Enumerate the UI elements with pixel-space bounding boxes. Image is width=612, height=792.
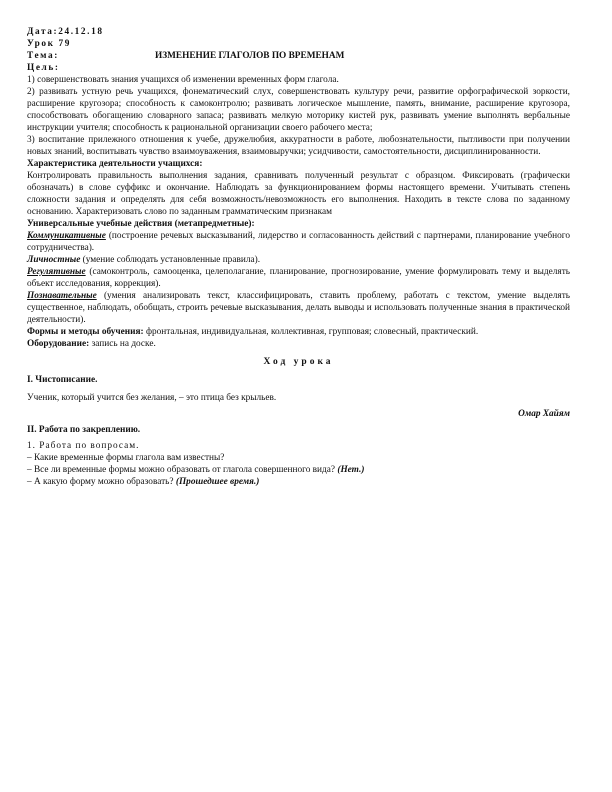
uud-regulative-text: (самоконтроль, самооценка, целеполагание, планирование, прогнозирование, умение формулировать тему и выделять объект исследования, коррекция).	[27, 267, 570, 289]
uud-personal-text: (умение соблюдать установленные правила).	[80, 255, 261, 265]
forms-methods	[27, 326, 570, 338]
lesson-number: Урок 79	[27, 39, 72, 49]
goal-2: 2) развивать устную речь учащихся, фонематический слух, совершенствовать культуру речи, развитие орфографической зоркости, расширение кругозора; способность к самоконтролю; развивать логическое мышление, память, внимание, расширение кругозора, способствовать обогащению словарного запаса; развивать мелкую моторику кистей рук, развивать умение выполнять вербальные инструкции учителя; способность к рациональной организации своего рабочего места;	[27, 87, 570, 133]
uud-cognitive	[27, 290, 570, 326]
uud-personal-label: Личностные	[27, 255, 81, 265]
question-3	[27, 476, 570, 488]
equipment-text: запись на доске.	[89, 339, 156, 349]
activity-title: Характеристика деятельности учащихся:	[27, 159, 203, 169]
document-content	[27, 26, 570, 488]
subsection-questions-title: 1. Работа по вопросам.	[27, 441, 140, 451]
goals-label: Цель:	[27, 63, 60, 73]
question-3-answer: (Прошедшее время.)	[175, 477, 260, 487]
uud-cognitive-label: Познавательные	[27, 291, 97, 301]
uud-communicative-label: Коммуникативные	[27, 231, 106, 241]
equipment-label: Оборудование:	[27, 339, 90, 349]
uud-communicative	[27, 230, 570, 254]
topic-title: ИЗМЕНЕНИЕ ГЛАГОЛОВ ПО ВРЕМЕНАМ	[155, 51, 345, 61]
section-reinforcement-title: II. Работа по закреплению.	[27, 425, 141, 435]
uud-communicative-text: (построение речевых высказываний, лидерство и согласованность действий с партнерами, планирование учебного сотрудничества).	[27, 231, 570, 253]
activity-text: Контролировать правильность выполнения задания, сравнивать полученный результат с образцом. Фиксировать (графически обозначать) в слове суффикс и окончание. Наблюдать за функционированием формы настоящего времени. Учитывать степень сложности задания и определять для себя возможность/невозможность его выполнения. Находить в тексте слова по заданному основанию. Характеризовать слово по заданным грамматическим признакам	[27, 171, 570, 217]
lesson-date: Дата:24.12.18	[27, 27, 104, 37]
question-2-answer: (Нет.)	[337, 465, 365, 475]
uud-personal	[27, 254, 570, 266]
uud-regulative	[27, 266, 570, 290]
forms-label: Формы и методы обучения:	[27, 327, 144, 337]
goal-1: 1) совершенствовать знания учащихся об изменении временных форм глагола.	[27, 75, 339, 85]
epigraph-quote: Ученик, который учится без желания, – это птица без крыльев.	[27, 393, 277, 403]
topic-row	[27, 50, 570, 62]
question-2	[27, 464, 570, 476]
forms-text: фронтальная, индивидуальная, коллективная, групповая; словесный, практический.	[143, 327, 479, 337]
lesson-flow-title: Ход урока	[263, 357, 334, 367]
question-3-text: – А какую форму можно образовать?	[27, 477, 176, 487]
section-calligraphy-title: I. Чистописание.	[27, 375, 98, 385]
uud-regulative-label: Регулятивные	[27, 267, 86, 277]
question-1: – Какие временные формы глагола вам известны?	[27, 453, 225, 463]
uud-title: Универсальные учебные действия (метапредметные):	[27, 219, 255, 229]
epigraph-author: Омар Хайям	[518, 409, 570, 419]
question-2-text: – Все ли временные формы можно образовать от глагола совершенного вида?	[27, 465, 338, 475]
uud-cognitive-text: (умения анализировать текст, классифицировать, ставить проблему, работать с текстом, умение выделять существенное, наблюдать, обобщать, строить речевые высказывания, делать выводы и использовать полученные знания в практической деятельности).	[27, 291, 570, 325]
topic-label: Тема:	[27, 51, 59, 61]
goal-3: 3) воспитание прилежного отношения к учебе, дружелюбия, аккуратности в работе, любознательности, пытливости при получении новых знаний, воспитывать чувство взаимоуважения, взаимовыручки; усидчивости, самостоятельности, дисциплинированности.	[27, 135, 570, 157]
equipment	[27, 338, 570, 350]
